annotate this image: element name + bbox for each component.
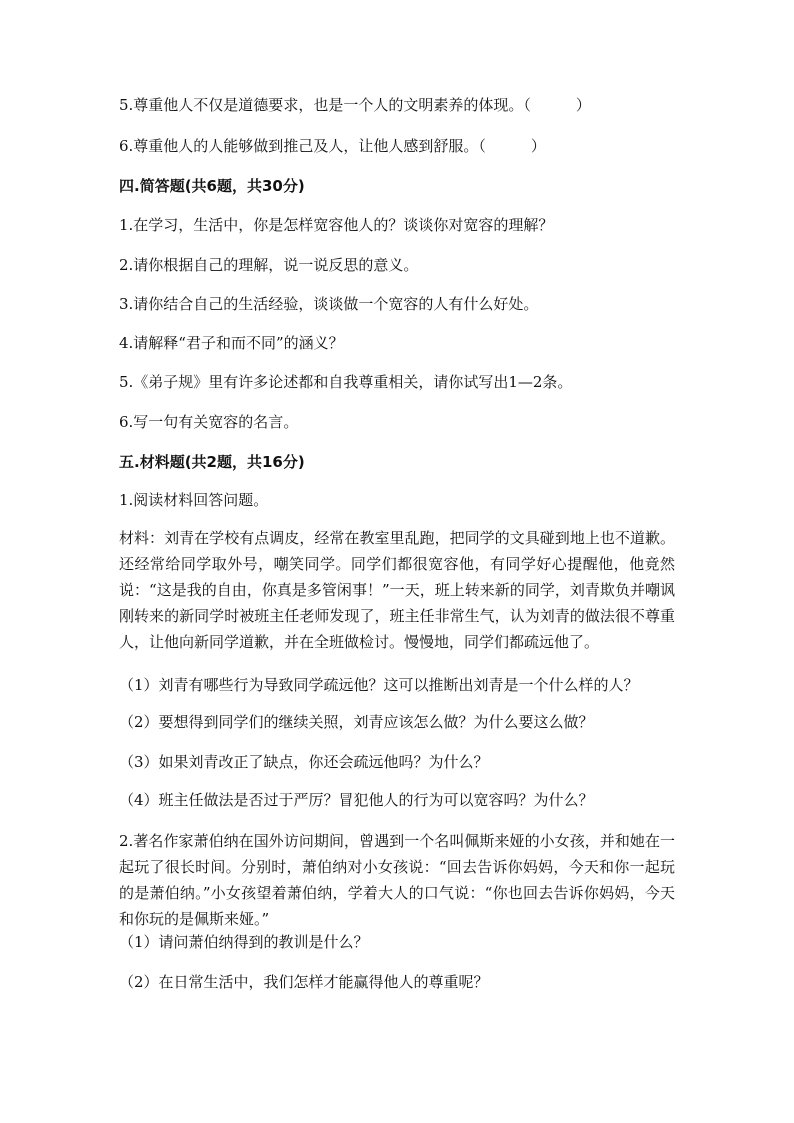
material-2-passage: 2.著名作家萧伯纳在国外访问期间，曾遇到一个名叫佩斯来娅的小女孩，并和她在一起玩了很长时间。分别时，萧伯纳对小女孩说：“回去告诉你妈妈，今天和你一起玩的是萧伯纳。”小女孩望着萧伯纳，学着大人的口气说：“你也回去告诉你妈妈，今天和你玩的是佩斯来娅。” <box>119 832 675 928</box>
short-answer-question-4: 4.请解释“君子和而不同”的涵义？ <box>119 334 344 352</box>
material-1-subquestion-1: （1）刘青有哪些行为导致同学疏远他？这可以推断出刘青是一个什么样的人？ <box>119 676 639 694</box>
material-1-subquestion-2: （2）要想得到同学们的继续关照，刘青应该怎么做？为什么要这么做？ <box>119 713 594 731</box>
material-2-subquestion-2: （2）在日常生活中，我们怎样才能赢得他人的尊重呢？ <box>119 973 489 991</box>
judgment-item-6: 6.尊重他人的人能够做到推己及人，让他人感到舒服。（ ） <box>119 137 546 155</box>
short-answer-question-6: 6.写一句有关宽容的名言。 <box>119 413 299 431</box>
section-5-title: 五.材料题(共2题，共16分) <box>119 453 305 471</box>
section-4-title: 四.简答题(共6题，共30分) <box>119 177 305 195</box>
judgment-item-5: 5.尊重他人不仅是道德要求，也是一个人的文明素养的体现。（ ） <box>119 96 591 114</box>
material-1-subquestion-3: （3）如果刘青改正了缺点，你还会疏远他吗？为什么？ <box>119 753 489 771</box>
short-answer-question-2: 2.请你根据自己的理解，说一说反思的意义。 <box>119 256 419 274</box>
material-2-subquestion-1: （1）请问萧伯纳得到的教训是什么？ <box>119 933 369 951</box>
short-answer-question-1: 1.在学习，生活中，你是怎样宽容他人的？谈谈你对宽容的理解？ <box>119 216 554 234</box>
short-answer-question-5: 5.《弟子规》里有许多论述都和自我尊重相关，请你试写出1—2条。 <box>119 373 573 391</box>
short-answer-question-3: 3.请你结合自己的生活经验，谈谈做一个宽容的人有什么好处。 <box>119 295 539 313</box>
material-question-1-prompt: 1.阅读材料回答问题。 <box>119 491 269 509</box>
material-1-subquestion-4: （4）班主任做法是否过于严厉？冒犯他人的行为可以宽容吗？为什么？ <box>119 791 594 809</box>
material-1-passage: 材料：刘青在学校有点调皮，经常在教室里乱跑，把同学的文具碰到地上也不道歉。还经常给同学取外号，嘲笑同学。同学们都很宽容他，有同学好心提醒他，他竟然说：“这是我的自由，你真是多管闲事！”一天，班上转来新的同学，刘青欺负并嘲讽刚转来的新同学时被班主任老师发现了，班主任非常生气，认为刘青的做法很不尊重人，让他向新同学道歉，并在全班做检讨。慢慢地，同学们都疏远他了。 <box>119 529 675 651</box>
